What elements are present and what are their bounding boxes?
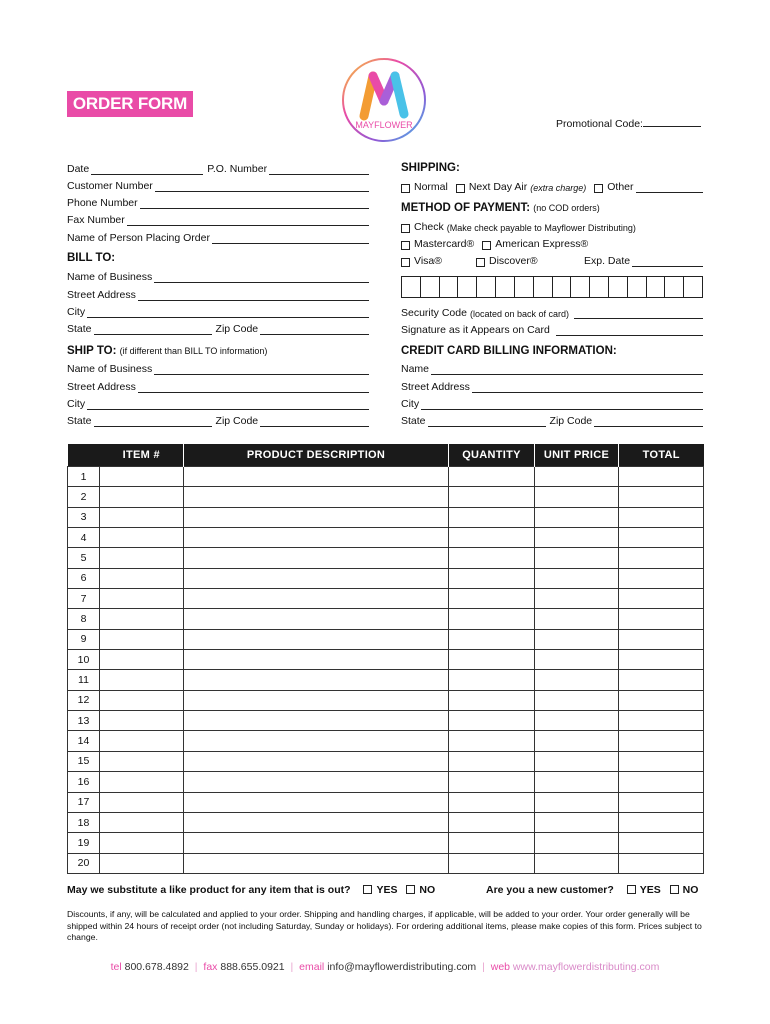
description-cell[interactable] <box>184 467 449 487</box>
substitute-yes-checkbox[interactable] <box>363 885 372 894</box>
item-number-cell[interactable] <box>100 507 184 527</box>
card-type-row-2 <box>401 253 703 267</box>
billing-street-label: Street Address <box>401 381 470 393</box>
quantity-cell[interactable] <box>449 711 535 731</box>
col-quantity-header: QUANTITY <box>449 444 535 467</box>
table-row <box>68 507 704 527</box>
unit-price-cell[interactable] <box>535 853 619 873</box>
ship-to-heading: SHIP TO: <box>67 345 117 357</box>
quantity-cell[interactable] <box>449 690 535 710</box>
bill-city-row[interactable] <box>67 304 369 318</box>
billing-street-row[interactable] <box>401 379 703 393</box>
new-customer-yes-label: YES <box>639 884 661 896</box>
total-cell[interactable] <box>619 670 704 690</box>
ship-zip-label: Zip Code <box>215 415 259 427</box>
phone-number-label: Phone Number <box>67 197 138 209</box>
description-cell[interactable] <box>184 629 449 649</box>
item-number-cell[interactable] <box>100 568 184 588</box>
web-link[interactable]: www.mayflowerdistributing.com <box>512 961 660 973</box>
ship-zip-field[interactable] <box>260 415 369 427</box>
total-cell[interactable] <box>619 792 704 812</box>
bill-business-label: Name of Business <box>67 271 153 283</box>
security-code-row[interactable] <box>401 305 703 319</box>
substitute-no-checkbox[interactable] <box>406 885 415 894</box>
mastercard-checkbox[interactable] <box>401 241 410 250</box>
customer-number-label: Customer Number <box>67 180 153 192</box>
row-number-cell: 19 <box>68 833 100 853</box>
row-number-cell: 20 <box>68 853 100 873</box>
row-number-cell: 17 <box>68 792 100 812</box>
billing-name-row[interactable] <box>401 361 703 375</box>
total-cell[interactable] <box>619 487 704 507</box>
quantity-cell[interactable] <box>449 833 535 853</box>
table-row <box>68 812 704 832</box>
item-number-cell[interactable] <box>100 711 184 731</box>
description-cell[interactable] <box>184 589 449 609</box>
substitute-no-label: NO <box>419 884 436 896</box>
item-number-cell[interactable] <box>100 772 184 792</box>
table-row <box>68 833 704 853</box>
next-day-air-note: (extra charge) <box>530 183 587 193</box>
billing-info-heading: CREDIT CARD BILLING INFORMATION: <box>401 345 617 357</box>
quantity-cell[interactable] <box>449 629 535 649</box>
description-cell[interactable] <box>184 487 449 507</box>
phone-number-field[interactable] <box>140 197 369 209</box>
row-number-cell: 3 <box>68 507 100 527</box>
table-row <box>68 853 704 873</box>
billing-state-field[interactable] <box>428 415 546 427</box>
terms-note: Discounts, if any, will be calculated and applied to your order. Shipping and handling charges, if applicable, will be added to your order. Your order generally will be shipped within 24 hours of receipt order (not including Saturday, Sunday or holidays). For ordering additional items, please make copies of this form. Prices subject to change. <box>67 909 702 942</box>
security-code-field[interactable] <box>574 307 703 319</box>
description-cell[interactable] <box>184 548 449 568</box>
customer-number-field[interactable] <box>155 180 369 192</box>
table-row <box>68 568 704 588</box>
unit-price-cell[interactable] <box>535 629 619 649</box>
row-number-cell: 10 <box>68 650 100 670</box>
person-placing-order-label: Name of Person Placing Order <box>67 232 210 244</box>
ship-city-field[interactable] <box>87 398 369 410</box>
discover-label: Discover® <box>489 255 538 267</box>
quantity-cell[interactable] <box>449 731 535 751</box>
unit-price-cell[interactable] <box>535 731 619 751</box>
item-number-cell[interactable] <box>100 853 184 873</box>
new-customer-question: Are you a new customer? <box>486 884 614 896</box>
total-cell[interactable] <box>619 751 704 771</box>
total-cell[interactable] <box>619 772 704 792</box>
card-number-boxes[interactable] <box>401 276 703 298</box>
quantity-cell[interactable] <box>449 772 535 792</box>
bill-business-row[interactable] <box>67 269 369 283</box>
description-cell[interactable] <box>184 609 449 629</box>
bill-business-field[interactable] <box>154 271 369 283</box>
total-cell[interactable] <box>619 853 704 873</box>
item-number-cell[interactable] <box>100 650 184 670</box>
row-number-cell: 6 <box>68 568 100 588</box>
bill-street-row[interactable] <box>67 287 369 301</box>
item-number-cell[interactable] <box>100 467 184 487</box>
table-row <box>68 751 704 771</box>
row-number-cell: 4 <box>68 528 100 548</box>
other-field[interactable] <box>636 181 704 193</box>
email-label: email <box>299 961 325 973</box>
payment-heading: METHOD OF PAYMENT: <box>401 202 531 214</box>
row-number-cell: 2 <box>68 487 100 507</box>
quantity-cell[interactable] <box>449 792 535 812</box>
quantity-cell[interactable] <box>449 467 535 487</box>
description-cell[interactable] <box>184 528 449 548</box>
col-description-header: PRODUCT DESCRIPTION <box>184 444 449 467</box>
next-day-air-label: Next Day Air <box>468 181 528 193</box>
ship-business-label: Name of Business <box>67 363 153 375</box>
quantity-cell[interactable] <box>449 548 535 568</box>
person-placing-order-row[interactable] <box>67 230 369 244</box>
person-placing-order-field[interactable] <box>212 232 369 244</box>
form-title: ORDER FORM <box>67 91 193 117</box>
promo-code-label: Promotional Code: <box>556 118 643 130</box>
new-customer-no-checkbox[interactable] <box>670 885 679 894</box>
ship-state-zip-row[interactable] <box>67 413 369 427</box>
col-total-header: TOTAL <box>619 444 704 467</box>
quantity-cell[interactable] <box>449 609 535 629</box>
check-checkbox[interactable] <box>401 224 410 233</box>
item-number-cell[interactable] <box>100 751 184 771</box>
quantity-cell[interactable] <box>449 650 535 670</box>
substitute-question-row <box>67 884 435 896</box>
visa-label: Visa® <box>414 255 442 267</box>
quantity-cell[interactable] <box>449 487 535 507</box>
ship-city-row[interactable] <box>67 396 369 410</box>
description-cell[interactable] <box>184 833 449 853</box>
table-row <box>68 690 704 710</box>
billing-name-field[interactable] <box>431 363 703 375</box>
item-number-cell[interactable] <box>100 812 184 832</box>
quantity-cell[interactable] <box>449 507 535 527</box>
new-customer-yes-checkbox[interactable] <box>627 885 636 894</box>
visa-checkbox[interactable] <box>401 258 410 267</box>
billing-state-label: State <box>401 415 426 427</box>
description-cell[interactable] <box>184 853 449 873</box>
discover-checkbox[interactable] <box>476 258 485 267</box>
row-number-cell: 11 <box>68 670 100 690</box>
row-number-cell: 5 <box>68 548 100 568</box>
date-label: Date <box>67 163 90 175</box>
description-cell[interactable] <box>184 507 449 527</box>
billing-city-row[interactable] <box>401 396 703 410</box>
quantity-cell[interactable] <box>449 853 535 873</box>
unit-price-cell[interactable] <box>535 772 619 792</box>
table-row <box>68 711 704 731</box>
row-number-cell: 16 <box>68 772 100 792</box>
row-number-cell: 7 <box>68 589 100 609</box>
signature-label: Signature as it Appears on Card <box>401 324 550 336</box>
table-row <box>68 548 704 568</box>
ship-state-label: State <box>67 415 92 427</box>
unit-price-cell[interactable] <box>535 528 619 548</box>
bill-state-zip-row[interactable] <box>67 321 369 335</box>
bill-street-field[interactable] <box>138 289 369 301</box>
bill-city-label: City <box>67 306 86 318</box>
unit-price-cell[interactable] <box>535 568 619 588</box>
table-row <box>68 629 704 649</box>
ship-to-note: (if different than BILL TO information) <box>119 346 268 356</box>
po-number-label: P.O. Number <box>207 163 268 175</box>
tel-value: 800.678.4892 <box>124 961 189 973</box>
bill-state-label: State <box>67 323 92 335</box>
description-cell[interactable] <box>184 568 449 588</box>
check-row <box>401 219 703 233</box>
po-number-field[interactable] <box>269 163 369 175</box>
customer-number-row[interactable] <box>67 178 369 192</box>
col-unit-price-header: UNIT PRICE <box>535 444 619 467</box>
table-row <box>68 650 704 670</box>
promo-code-row[interactable] <box>556 117 701 130</box>
quantity-cell[interactable] <box>449 751 535 771</box>
amex-label: American Express® <box>495 238 589 250</box>
new-customer-no-label: NO <box>682 884 699 896</box>
description-cell[interactable] <box>184 751 449 771</box>
total-cell[interactable] <box>619 548 704 568</box>
item-number-cell[interactable] <box>100 670 184 690</box>
fax-value: 888.655.0921 <box>220 961 285 973</box>
bill-street-label: Street Address <box>67 289 136 301</box>
description-cell[interactable] <box>184 812 449 832</box>
exp-date-field[interactable] <box>632 255 703 267</box>
total-cell[interactable] <box>619 711 704 731</box>
unit-price-cell[interactable] <box>535 589 619 609</box>
item-number-cell[interactable] <box>100 629 184 649</box>
quantity-cell[interactable] <box>449 670 535 690</box>
check-note: (Make check payable to Mayflower Distributing) <box>446 223 636 233</box>
row-number-cell: 15 <box>68 751 100 771</box>
fax-label: fax <box>203 961 218 973</box>
item-number-cell[interactable] <box>100 731 184 751</box>
item-number-cell[interactable] <box>100 833 184 853</box>
logo-text: MAYFLOWER <box>355 120 413 130</box>
total-cell[interactable] <box>619 589 704 609</box>
ship-street-row[interactable] <box>67 379 369 393</box>
fax-number-field[interactable] <box>127 214 369 226</box>
shipping-heading: SHIPPING: <box>401 162 460 174</box>
billing-state-zip-row[interactable] <box>401 413 703 427</box>
table-row <box>68 731 704 751</box>
col-item-header: ITEM # <box>100 444 184 467</box>
bill-city-field[interactable] <box>87 306 369 318</box>
row-number-cell: 8 <box>68 609 100 629</box>
table-row <box>68 670 704 690</box>
ship-state-field[interactable] <box>94 415 212 427</box>
table-row <box>68 589 704 609</box>
total-cell[interactable] <box>619 650 704 670</box>
quantity-cell[interactable] <box>449 528 535 548</box>
billing-zip-field[interactable] <box>594 415 703 427</box>
bill-zip-field[interactable] <box>260 323 369 335</box>
card-type-row-1 <box>401 236 703 250</box>
item-number-cell[interactable] <box>100 528 184 548</box>
quantity-cell[interactable] <box>449 568 535 588</box>
fax-number-row[interactable] <box>67 212 369 226</box>
date-field[interactable] <box>91 163 203 175</box>
payment-heading-row <box>401 202 600 214</box>
next-day-air-checkbox[interactable] <box>456 184 465 193</box>
table-row <box>68 467 704 487</box>
description-cell[interactable] <box>184 792 449 812</box>
payment-note: (no COD orders) <box>533 203 600 213</box>
unit-price-cell[interactable] <box>535 609 619 629</box>
security-code-note: (located on back of card) <box>469 309 570 319</box>
new-customer-question-row <box>486 884 698 896</box>
web-label: web <box>490 961 510 973</box>
table-row <box>68 772 704 792</box>
description-cell[interactable] <box>184 772 449 792</box>
unit-price-cell[interactable] <box>535 690 619 710</box>
ship-street-label: Street Address <box>67 381 136 393</box>
unit-price-cell[interactable] <box>535 487 619 507</box>
total-cell[interactable] <box>619 609 704 629</box>
total-cell[interactable] <box>619 568 704 588</box>
exp-date-label: Exp. Date <box>584 255 631 267</box>
item-number-cell[interactable] <box>100 548 184 568</box>
ship-street-field[interactable] <box>138 381 369 393</box>
row-number-cell: 18 <box>68 812 100 832</box>
date-po-row[interactable] <box>67 161 369 175</box>
total-cell[interactable] <box>619 833 704 853</box>
billing-city-label: City <box>401 398 420 410</box>
ship-city-label: City <box>67 398 86 410</box>
table-row <box>68 609 704 629</box>
row-number-cell: 9 <box>68 629 100 649</box>
unit-price-cell[interactable] <box>535 812 619 832</box>
total-cell[interactable] <box>619 629 704 649</box>
order-items-table <box>67 444 704 874</box>
bill-state-field[interactable] <box>94 323 212 335</box>
normal-label: Normal <box>414 181 448 193</box>
normal-checkbox[interactable] <box>401 184 410 193</box>
table-row <box>68 528 704 548</box>
fax-number-label: Fax Number <box>67 214 125 226</box>
ship-business-row[interactable] <box>67 361 369 375</box>
unit-price-cell[interactable] <box>535 711 619 731</box>
total-cell[interactable] <box>619 690 704 710</box>
check-label: Check <box>414 221 444 233</box>
shipping-options-row <box>401 179 703 193</box>
item-number-cell[interactable] <box>100 609 184 629</box>
mastercard-label: Mastercard® <box>414 238 475 250</box>
security-code-label: Security Code <box>401 307 467 319</box>
unit-price-cell[interactable] <box>535 467 619 487</box>
signature-row[interactable] <box>401 322 703 336</box>
billing-name-label: Name <box>401 363 430 375</box>
substitute-question: May we substitute a like product for any item that is out? <box>67 884 351 896</box>
other-checkbox[interactable] <box>594 184 603 193</box>
substitute-yes-label: YES <box>376 884 398 896</box>
unit-price-cell[interactable] <box>535 792 619 812</box>
row-number-cell: 13 <box>68 711 100 731</box>
item-number-cell[interactable] <box>100 487 184 507</box>
description-cell[interactable] <box>184 690 449 710</box>
total-cell[interactable] <box>619 528 704 548</box>
unit-price-cell[interactable] <box>535 833 619 853</box>
description-cell[interactable] <box>184 670 449 690</box>
col-row-number-header <box>68 444 100 467</box>
description-cell[interactable] <box>184 731 449 751</box>
total-cell[interactable] <box>619 731 704 751</box>
tel-label: tel <box>110 961 122 973</box>
billing-zip-label: Zip Code <box>549 415 593 427</box>
description-cell[interactable] <box>184 711 449 731</box>
other-label: Other <box>607 181 634 193</box>
row-number-cell: 14 <box>68 731 100 751</box>
description-cell[interactable] <box>184 650 449 670</box>
bill-zip-label: Zip Code <box>215 323 259 335</box>
ship-business-field[interactable] <box>154 363 369 375</box>
total-cell[interactable] <box>619 812 704 832</box>
billing-street-field[interactable] <box>472 381 703 393</box>
row-number-cell: 12 <box>68 690 100 710</box>
unit-price-cell[interactable] <box>535 507 619 527</box>
row-number-cell: 1 <box>68 467 100 487</box>
table-header-row <box>68 444 704 467</box>
signature-field[interactable] <box>556 324 703 336</box>
quantity-cell[interactable] <box>449 589 535 609</box>
total-cell[interactable] <box>619 467 704 487</box>
total-cell[interactable] <box>619 507 704 527</box>
amex-checkbox[interactable] <box>482 241 491 250</box>
email-link[interactable]: info@mayflowerdistributing.com <box>327 961 477 973</box>
item-number-cell[interactable] <box>100 792 184 812</box>
item-number-cell[interactable] <box>100 589 184 609</box>
table-row <box>68 487 704 507</box>
billing-city-field[interactable] <box>421 398 703 410</box>
ship-to-heading-row <box>67 345 267 357</box>
unit-price-cell[interactable] <box>535 650 619 670</box>
unit-price-cell[interactable] <box>535 670 619 690</box>
unit-price-cell[interactable] <box>535 548 619 568</box>
phone-number-row[interactable] <box>67 195 369 209</box>
mayflower-logo <box>340 56 428 144</box>
unit-price-cell[interactable] <box>535 751 619 771</box>
quantity-cell[interactable] <box>449 812 535 832</box>
contact-footer: tel 800.678.4892 | fax 888.655.0921 | email info@mayflowerdistributing.com | web www.mayflowerdistributing.com <box>110 961 660 973</box>
item-number-cell[interactable] <box>100 690 184 710</box>
bill-to-heading: BILL TO: <box>67 252 116 264</box>
table-row <box>68 792 704 812</box>
